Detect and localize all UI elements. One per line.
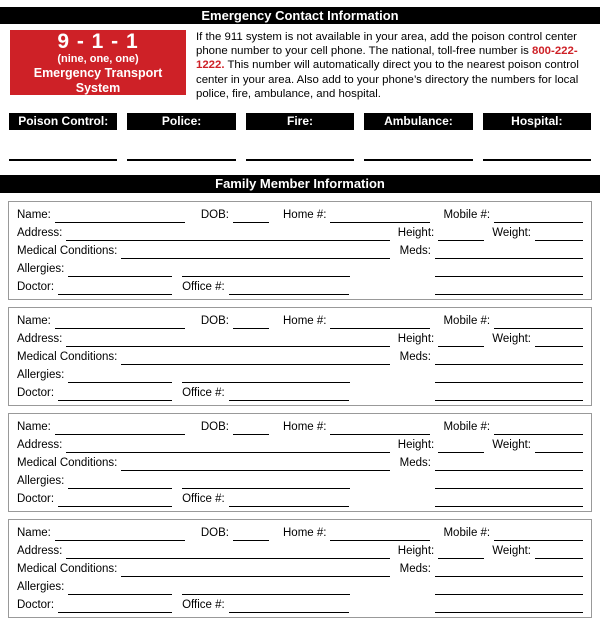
field-label-mobile: Mobile #:	[443, 315, 491, 328]
field-label-dob: DOB:	[200, 209, 229, 222]
dob-fill-line[interactable]	[233, 314, 269, 329]
field-label-address: Address:	[17, 227, 63, 240]
member-row-name	[17, 523, 583, 541]
family-member-block	[8, 413, 592, 512]
page-header-bar	[0, 7, 600, 24]
meds-continuation-line-2[interactable]	[435, 492, 583, 507]
office-number-fill-line[interactable]	[229, 386, 349, 401]
member-row-allergies	[17, 365, 583, 383]
field-label-allergies: Allergies:	[17, 263, 65, 276]
field-label-name: Name:	[17, 209, 51, 222]
member-row-address	[17, 329, 583, 347]
field-label-office: Office #:	[182, 387, 225, 400]
name-fill-line[interactable]	[55, 526, 185, 541]
intro-text-before: If the 911 system is not available in your area, add the poison control center phone number to your cell phone. The national, toll-free number is	[196, 31, 577, 58]
weight-fill-line[interactable]	[535, 226, 583, 241]
address-fill-line[interactable]	[66, 332, 389, 347]
family-members	[8, 201, 592, 618]
name-fill-line[interactable]	[55, 208, 185, 223]
medical-conditions-fill-line[interactable]	[121, 244, 389, 259]
address-fill-line[interactable]	[66, 544, 389, 559]
contact-label-ambulance: Ambulance:	[364, 113, 472, 130]
dob-fill-line[interactable]	[233, 526, 269, 541]
field-label-office: Office #:	[182, 599, 225, 612]
home-number-fill-line[interactable]	[330, 314, 430, 329]
medical-conditions-fill-line[interactable]	[121, 350, 389, 365]
field-label-office: Office #:	[182, 281, 225, 294]
family-member-block	[8, 307, 592, 406]
field-label-height: Height:	[397, 227, 435, 240]
allergies-continuation-line[interactable]	[182, 580, 350, 595]
field-label-address: Address:	[17, 545, 63, 558]
contact-label-hospital: Hospital:	[483, 113, 591, 130]
allergies-fill-line[interactable]	[68, 474, 172, 489]
meds-continuation-line-2[interactable]	[435, 386, 583, 401]
weight-fill-line[interactable]	[535, 438, 583, 453]
field-label-medical-conditions: Medical Conditions:	[17, 245, 118, 258]
page-title: Emergency Contact Information	[201, 8, 399, 23]
field-label-height: Height:	[397, 333, 435, 346]
allergies-fill-line[interactable]	[68, 580, 172, 595]
member-row-doctor	[17, 595, 583, 613]
allergies-continuation-line[interactable]	[182, 262, 350, 277]
field-label-weight: Weight:	[492, 227, 531, 240]
field-label-mobile: Mobile #:	[443, 527, 491, 540]
family-header-bar	[0, 175, 600, 193]
member-row-allergies	[17, 259, 583, 277]
doctor-fill-line[interactable]	[58, 280, 172, 295]
member-row-address	[17, 223, 583, 241]
field-label-home: Home #:	[283, 421, 327, 434]
meds-continuation-line-2[interactable]	[435, 598, 583, 613]
field-label-height: Height:	[397, 545, 435, 558]
emergency-contact-labels	[9, 113, 591, 130]
member-row-medical	[17, 347, 583, 365]
nine-one-one-number: 9 - 1 - 1	[57, 29, 139, 53]
intro-section	[10, 30, 590, 101]
doctor-fill-line[interactable]	[58, 598, 172, 613]
dob-fill-line[interactable]	[233, 420, 269, 435]
allergies-continuation-line[interactable]	[182, 474, 350, 489]
meds-continuation-line-1[interactable]	[435, 368, 583, 383]
doctor-fill-line[interactable]	[58, 492, 172, 507]
poison-control-fill-line[interactable]	[9, 130, 117, 161]
field-label-allergies: Allergies:	[17, 581, 65, 594]
field-label-home: Home #:	[283, 315, 327, 328]
contact-label-poison-control: Poison Control:	[9, 113, 117, 130]
mobile-number-fill-line[interactable]	[494, 420, 583, 435]
field-label-mobile: Mobile #:	[443, 209, 491, 222]
field-label-doctor: Doctor:	[17, 281, 55, 294]
member-row-address	[17, 541, 583, 559]
weight-fill-line[interactable]	[535, 544, 583, 559]
field-label-medical-conditions: Medical Conditions:	[17, 563, 118, 576]
field-label-allergies: Allergies:	[17, 369, 65, 382]
contact-label-fire: Fire:	[246, 113, 354, 130]
height-fill-line[interactable]	[438, 226, 484, 241]
member-row-doctor	[17, 277, 583, 295]
field-label-meds: Meds:	[399, 351, 431, 364]
family-title: Family Member Information	[215, 176, 385, 192]
field-label-address: Address:	[17, 439, 63, 452]
field-label-name: Name:	[17, 527, 51, 540]
allergies-continuation-line[interactable]	[182, 368, 350, 383]
mobile-number-fill-line[interactable]	[494, 314, 583, 329]
name-fill-line[interactable]	[55, 314, 185, 329]
member-row-allergies	[17, 577, 583, 595]
home-number-fill-line[interactable]	[330, 208, 430, 223]
field-label-dob: DOB:	[200, 315, 229, 328]
doctor-fill-line[interactable]	[58, 386, 172, 401]
field-label-home: Home #:	[283, 527, 327, 540]
member-row-medical	[17, 453, 583, 471]
field-label-name: Name:	[17, 421, 51, 434]
allergies-fill-line[interactable]	[68, 262, 172, 277]
field-label-meds: Meds:	[399, 245, 431, 258]
meds-fill-line[interactable]	[435, 562, 583, 577]
family-member-block	[8, 519, 592, 618]
fire-fill-line[interactable]	[246, 130, 354, 161]
field-label-name: Name:	[17, 315, 51, 328]
meds-fill-line[interactable]	[435, 244, 583, 259]
nine-one-one-box	[10, 30, 186, 95]
member-row-address	[17, 435, 583, 453]
home-number-fill-line[interactable]	[330, 526, 430, 541]
meds-continuation-line-1[interactable]	[435, 474, 583, 489]
meds-continuation-line-2[interactable]	[435, 280, 583, 295]
field-label-dob: DOB:	[200, 527, 229, 540]
field-label-office: Office #:	[182, 493, 225, 506]
field-label-height: Height:	[397, 439, 435, 452]
office-number-fill-line[interactable]	[229, 598, 349, 613]
member-row-medical	[17, 241, 583, 259]
field-label-doctor: Doctor:	[17, 493, 55, 506]
meds-fill-line[interactable]	[435, 456, 583, 471]
family-member-block	[8, 201, 592, 300]
field-label-address: Address:	[17, 333, 63, 346]
meds-fill-line[interactable]	[435, 350, 583, 365]
field-label-weight: Weight:	[492, 333, 531, 346]
member-row-medical	[17, 559, 583, 577]
mobile-number-fill-line[interactable]	[494, 208, 583, 223]
medical-conditions-fill-line[interactable]	[121, 456, 389, 471]
home-number-fill-line[interactable]	[330, 420, 430, 435]
address-fill-line[interactable]	[66, 226, 389, 241]
police-fill-line[interactable]	[127, 130, 235, 161]
nine-one-one-words: (nine, one, one)	[57, 52, 139, 65]
mobile-number-fill-line[interactable]	[494, 526, 583, 541]
ambulance-fill-line[interactable]	[364, 130, 472, 161]
field-label-weight: Weight:	[492, 439, 531, 452]
member-row-name	[17, 417, 583, 435]
office-number-fill-line[interactable]	[229, 280, 349, 295]
field-label-doctor: Doctor:	[17, 387, 55, 400]
field-label-allergies: Allergies:	[17, 475, 65, 488]
name-fill-line[interactable]	[55, 420, 185, 435]
hospital-fill-line[interactable]	[483, 130, 591, 161]
emergency-contact-fill-lines	[9, 130, 591, 161]
field-label-doctor: Doctor:	[17, 599, 55, 612]
member-row-name	[17, 311, 583, 329]
field-label-medical-conditions: Medical Conditions:	[17, 351, 118, 364]
office-number-fill-line[interactable]	[229, 492, 349, 507]
contact-label-police: Police:	[127, 113, 235, 130]
field-label-home: Home #:	[283, 209, 327, 222]
intro-paragraph	[196, 30, 590, 101]
weight-fill-line[interactable]	[535, 332, 583, 347]
dob-fill-line[interactable]	[233, 208, 269, 223]
meds-continuation-line-1[interactable]	[435, 580, 583, 595]
field-label-meds: Meds:	[399, 457, 431, 470]
nine-one-one-subtitle: Emergency Transport System	[33, 65, 163, 95]
member-row-allergies	[17, 471, 583, 489]
address-fill-line[interactable]	[66, 438, 389, 453]
member-row-name	[17, 205, 583, 223]
height-fill-line[interactable]	[438, 544, 484, 559]
meds-continuation-line-1[interactable]	[435, 262, 583, 277]
poison-control-phone-number: 800-222-1222.	[196, 45, 578, 72]
member-row-doctor	[17, 383, 583, 401]
field-label-mobile: Mobile #:	[443, 421, 491, 434]
intro-text-after: This number will automatically direct you to the nearest poison control center in your area. Also add to your phone’s directory the numbers for local police, fire, ambulance, and hospital.	[196, 59, 579, 100]
allergies-fill-line[interactable]	[68, 368, 172, 383]
height-fill-line[interactable]	[438, 438, 484, 453]
field-label-weight: Weight:	[492, 545, 531, 558]
medical-conditions-fill-line[interactable]	[121, 562, 389, 577]
field-label-medical-conditions: Medical Conditions:	[17, 457, 118, 470]
field-label-dob: DOB:	[200, 421, 229, 434]
field-label-meds: Meds:	[399, 563, 431, 576]
height-fill-line[interactable]	[438, 332, 484, 347]
member-row-doctor	[17, 489, 583, 507]
